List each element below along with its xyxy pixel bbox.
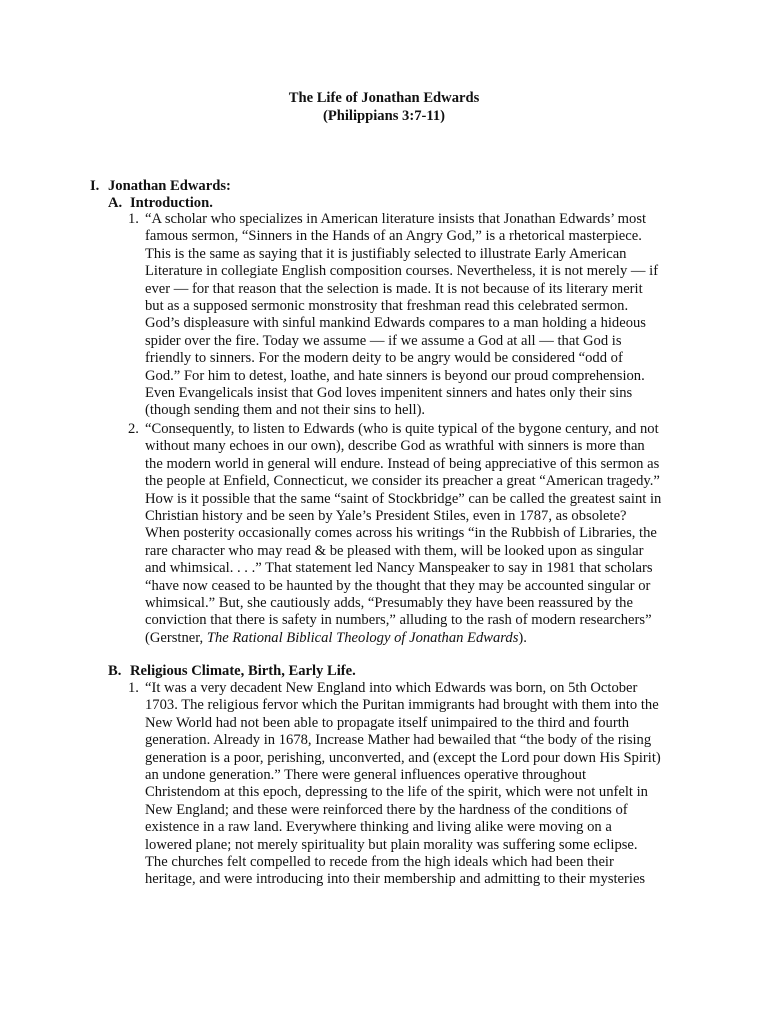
- subsection-title: Introduction.: [130, 195, 213, 211]
- text-line: 1703. The religious fervor which the Puritan immigrants had brought with them into the: [145, 697, 659, 714]
- title-scripture-reference: (Philippians 3:7-11): [322, 107, 446, 124]
- citation-book-title: The Rational Biblical Theology of Jonathan Edwards: [206, 629, 519, 646]
- text-line: conviction that there is safety in numbers,” alluding to the rash of modern researchers”: [145, 612, 652, 629]
- text-line: “have now ceased to be haunted by the thought that they may be accounted singular or: [145, 577, 651, 594]
- text-line: God’s displeasure with sinful mankind Edwards compares to a man holding a hideous: [145, 315, 646, 332]
- text-line: and whimsical. . . .” That statement led Nancy Manspeaker to say in 1981 that scholars: [145, 560, 653, 577]
- list-item: [128, 680, 688, 889]
- subsection-title: Religious Climate, Birth, Early Life.: [130, 663, 356, 679]
- list-item: [128, 211, 688, 420]
- text-line: ever — for that reason that the selection is made. It is not because of its literary merit: [145, 280, 643, 297]
- text-line: “Consequently, to listen to Edwards (who is quite typical of the bygone century, and not: [145, 421, 659, 437]
- text-line: New England; and these were reinforced there by the hardness of the conditions of: [145, 801, 628, 818]
- section-number: I.: [90, 178, 100, 194]
- text-line: friendly to sinners. For the modern deity to be angry would be considered “odd of: [145, 350, 623, 367]
- subsection-letter: A.: [108, 195, 123, 211]
- section-heading-I: [90, 178, 231, 195]
- list-marker: 1.: [128, 680, 139, 696]
- list-marker: 2.: [128, 421, 139, 437]
- text-line: famous sermon, “Sinners in the Hands of an Angry God,” is a rhetorical masterpiece.: [145, 228, 642, 245]
- text-line: Literature in collegiate English composition courses. Nevertheless, it is not merely — if: [145, 263, 659, 280]
- citation-line: [128, 630, 688, 647]
- text-line: generation is a poor, perishing, unconverted, and (except the Lord pour down His Spirit): [145, 749, 661, 766]
- text-line: How is it possible that the same “saint of Stockbridge” can be called the greatest saint in: [145, 490, 662, 507]
- subsection-heading-B: [108, 663, 356, 680]
- text-line: spider over the fire. Today we assume — if we assume a God at all — that God is: [145, 332, 622, 349]
- text-line: whimsical.” But, she cautiously adds, “Presumably they have been reassured by the: [145, 595, 633, 612]
- text-line: When posterity occasionally comes across his writings “in the Rubbish of Libraries, the: [145, 525, 657, 542]
- text-line: the people at Enfield, Connecticut, we consider its preacher a great “American tragedy.”: [145, 473, 660, 490]
- text-line: an undone generation.” There were general influences operative throughout: [145, 767, 587, 784]
- text-line: but as a supposed sermonic monstrosity that freshman read this celebrated sermon.: [145, 298, 629, 315]
- text-line: the modern world in general will endure. Instead of being appreciative of this sermon as: [145, 455, 660, 472]
- list-marker: 1.: [128, 211, 139, 227]
- text-line: without many echoes in our own), describe God as wrathful with sinners is more than: [145, 438, 645, 455]
- citation-suffix: ).: [518, 629, 527, 646]
- title-line: The Life of Jonathan Edwards: [288, 90, 480, 106]
- text-line: “A scholar who specializes in American literature insists that Jonathan Edwards’ most: [145, 211, 647, 227]
- text-line: heritage, and were introducing into their membership and admitting to their mysteries: [145, 871, 646, 888]
- text-line: “It was a very decadent New England into which Edwards was born, on 5th October: [145, 680, 638, 696]
- text-line: New World had not been able to propagate itself unimpaired to the third and fourth: [145, 714, 630, 731]
- list-item: [128, 421, 688, 647]
- subsection-heading-A: [108, 195, 213, 212]
- text-line: rare character who may read & be pleased with them, will be looked upon as singular: [145, 542, 644, 559]
- document-title: [0, 90, 768, 125]
- text-line: God.” For him to detest, loathe, and hate sinners is beyond our proud comprehension.: [145, 367, 645, 384]
- subsection-letter: B.: [108, 663, 122, 679]
- text-line: lowered plane; not merely spirituality but plain morality was suffering some eclipse.: [145, 836, 638, 853]
- text-line: existence in a raw land. Everywhere thinking and living alike were moving on a: [145, 819, 612, 836]
- text-line: Christendom at this epoch, depressing to the life of the spirit, which were not unfelt in: [145, 784, 648, 801]
- citation-prefix: (Gerstner,: [145, 629, 207, 646]
- text-line: Even Evangelicals insist that God loves impenitent sinners and hates only their sins: [145, 385, 633, 402]
- text-line: Christian history and be seen by Yale’s President Stiles, even in 1787, as obsolete?: [145, 508, 627, 525]
- text-line: (though sending them and not their sins to hell).: [145, 402, 426, 419]
- text-line: generation. Already in 1678, Increase Mather had bewailed that “the body of the rising: [145, 732, 652, 749]
- text-line: The churches felt compelled to recede from the high ideals which had been their: [145, 854, 614, 871]
- text-line: This is the same as saying that it is justifiably selected to illustrate Early American: [145, 245, 627, 262]
- section-title: Jonathan Edwards:: [108, 178, 231, 194]
